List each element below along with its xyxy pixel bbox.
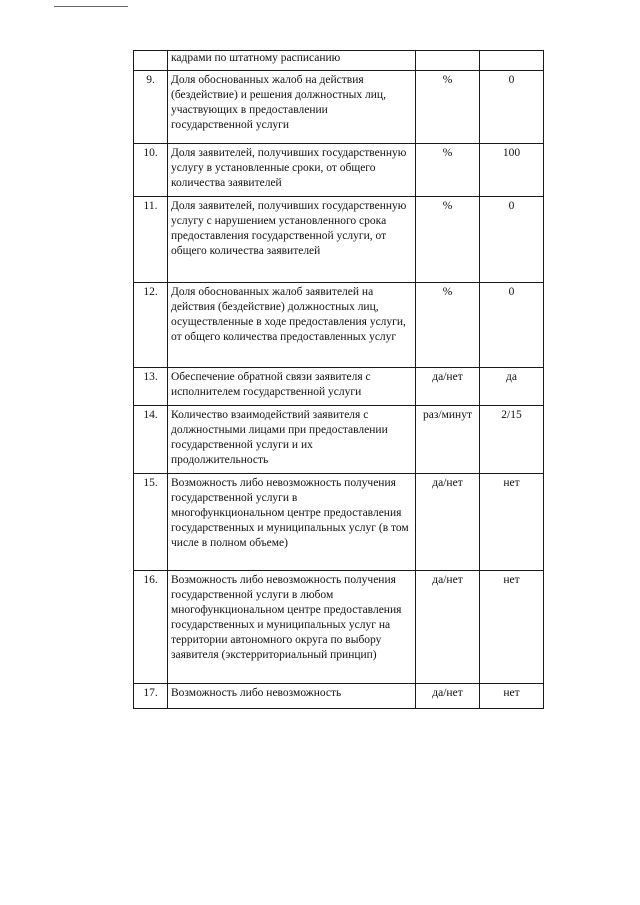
row-number <box>134 51 168 71</box>
indicator-value: да <box>480 368 544 406</box>
table-row <box>134 51 544 71</box>
indicator-value: 0 <box>480 283 544 368</box>
table-row <box>134 71 544 144</box>
row-number: 12. <box>134 283 168 368</box>
table-row <box>134 197 544 283</box>
table-row <box>134 144 544 197</box>
unit-of-measure <box>416 51 480 71</box>
indicator-name: Доля обоснованных жалоб на действия (бездействие) и решения должностных лиц, участвующих в предоставлении государственной услуги <box>168 71 416 144</box>
unit-of-measure: % <box>416 71 480 144</box>
indicator-name: Возможность либо невозможность получения государственной услуги в многофункциональном центре предоставления государственных и муниципальных услуг (в том числе в полном объеме) <box>168 474 416 571</box>
row-number: 10. <box>134 144 168 197</box>
unit-of-measure: % <box>416 144 480 197</box>
unit-of-measure: да/нет <box>416 368 480 406</box>
table-row <box>134 684 544 709</box>
table-row <box>134 474 544 571</box>
indicator-name: Обеспечение обратной связи заявителя с исполнителем государственной услуги <box>168 368 416 406</box>
indicator-name: Количество взаимодействий заявителя с должностными лицами при предоставлении государственной услуги и их продолжительность <box>168 406 416 474</box>
indicators-table <box>133 50 544 709</box>
row-number: 9. <box>134 71 168 144</box>
header-rule <box>54 6 128 7</box>
indicator-value <box>480 51 544 71</box>
indicator-value: 2/15 <box>480 406 544 474</box>
indicator-name: Доля заявителей, получивших государственную услугу с нарушением установленного срока предоставления государственной услуги, от общего количества заявителей <box>168 197 416 283</box>
row-number: 16. <box>134 571 168 684</box>
indicator-name: кадрами по штатному расписанию <box>168 51 416 71</box>
unit-of-measure: да/нет <box>416 571 480 684</box>
table-row <box>134 406 544 474</box>
indicator-value: 0 <box>480 71 544 144</box>
indicator-value: 100 <box>480 144 544 197</box>
indicator-value: нет <box>480 474 544 571</box>
unit-of-measure: раз/минут <box>416 406 480 474</box>
indicator-value: нет <box>480 571 544 684</box>
unit-of-measure: % <box>416 283 480 368</box>
indicator-name: Возможность либо невозможность получения государственной услуги в любом многофункциональном центре предоставления государственных и муниципальных услуг на территории автономного округа по выбору заявителя (экстерриториальный принцип) <box>168 571 416 684</box>
row-number: 15. <box>134 474 168 571</box>
indicator-value: 0 <box>480 197 544 283</box>
table-row <box>134 283 544 368</box>
indicator-name: Доля обоснованных жалоб заявителей на действия (бездействие) должностных лиц, осуществленные в ходе предоставления услуги, от общего количества предоставленных услуг <box>168 283 416 368</box>
row-number: 17. <box>134 684 168 709</box>
indicator-name: Возможность либо невозможность <box>168 684 416 709</box>
unit-of-measure: да/нет <box>416 474 480 571</box>
row-number: 14. <box>134 406 168 474</box>
unit-of-measure: да/нет <box>416 684 480 709</box>
table-row <box>134 571 544 684</box>
table-row <box>134 368 544 406</box>
row-number: 11. <box>134 197 168 283</box>
indicator-name: Доля заявителей, получивших государственную услугу в установленные сроки, от общего количества заявителей <box>168 144 416 197</box>
unit-of-measure: % <box>416 197 480 283</box>
indicator-value: нет <box>480 684 544 709</box>
row-number: 13. <box>134 368 168 406</box>
